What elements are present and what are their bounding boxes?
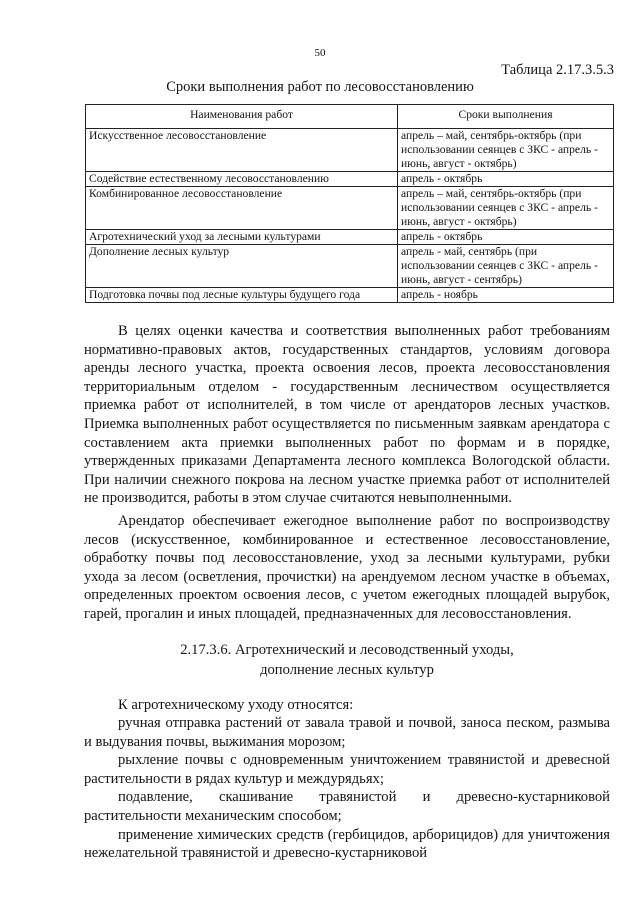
- work-name-cell: Искусственное лесовосстановление: [86, 129, 398, 172]
- table-label: Таблица 2.17.3.5.3: [501, 62, 614, 78]
- table-row: [86, 230, 614, 245]
- table-row: [86, 129, 614, 172]
- works-schedule-table: [85, 104, 614, 303]
- list-intro: К агротехническому уходу относятся:: [118, 696, 354, 713]
- paragraph-lessee-obligations: Арендатор обеспечивает ежегодное выполнение работ по воспроизводству лесов (искусственное, комбинированное и естественное лесовосстановление, обработку почвы под лесовосстановление, уход за лесными культурами, рубки ухода за лесом (осветления, прочистки) на арендуемом лесном участке в объемах, определенных проектом освоения лесов, с учетом ежегодных площадей вырубок, гарей, прогалин и иных площадей, предназначенных для лесовосстановления.: [84, 512, 610, 622]
- list-item: ручная отправка растений от завала травой и почвой, заноса песком, размыва и выдувания почвы, выжимания морозом;: [84, 715, 610, 750]
- work-term-cell: апрель – май, сентябрь-октябрь (при использовании сеянцев с ЗКС - апрель - июнь, август - октябрь): [398, 129, 614, 172]
- work-term-cell: апрель - ноябрь: [398, 288, 614, 303]
- table-row: [86, 187, 614, 230]
- column-header-work-name: Наименования работ: [86, 105, 398, 129]
- list-item: подавление, скашивание травянистой и древесно-кустарниковой растительности механическим способом;: [84, 789, 610, 825]
- table-row: [86, 245, 614, 288]
- work-name-cell: Агротехнический уход за лесными культурами: [86, 230, 398, 245]
- work-name-cell: Содействие естественному лесовосстановлению: [86, 172, 398, 187]
- table-row: [86, 288, 614, 303]
- table-title: Сроки выполнения работ по лесовосстановлению: [166, 79, 474, 95]
- work-name-cell: Подготовка почвы под лесные культуры будущего года: [86, 288, 398, 303]
- section-heading-line-1: 2.17.3.6. Агротехнический и лесоводственный уходы,: [180, 641, 514, 658]
- work-term-cell: апрель - октябрь: [398, 230, 614, 245]
- section-heading-line-2: дополнение лесных культур: [260, 661, 434, 678]
- work-term-cell: апрель - октябрь: [398, 172, 614, 187]
- table-row: [86, 172, 614, 187]
- paragraph-acceptance: В целях оценки качества и соответствия выполненных работ требованиям нормативно-правовых актов, государственных стандартов, условиям договора аренды лесного участка, проекта освоения лесов, проекта лесовосстановления территориальным отделом - государственным лесничеством осуществляется приемка работ от исполнителей, в том числе от арендаторов лесных участков. Приемка выполненных работ осуществляется по письменным заявкам арендатора с составлением акта приемки выполненных работ по формам и в порядке, утвержденных приказами Департамента лесного комплекса Вологодской области. При наличии снежного покрова на лесном участке приемка работ от исполнителей не производится, работы в этом случае считаются невыполненными.: [84, 323, 610, 507]
- work-term-cell: апрель – май, сентябрь-октябрь (при использовании сеянцев с ЗКС - апрель - июнь, август - октябрь): [398, 187, 614, 230]
- table-header-row: [86, 105, 614, 129]
- body-text: [84, 322, 610, 863]
- work-term-cell: апрель - май, сентябрь (при использовании сеянцев с ЗКС - апрель - июнь, август - сентябрь): [398, 245, 614, 288]
- column-header-terms: Сроки выполнения: [398, 105, 614, 129]
- page-number: 50: [314, 47, 326, 59]
- section-heading: [84, 640, 610, 680]
- list-item: применение химических средств (гербицидов, арборицидов) для уничтожения нежелательной травянистой и древесно-кустарниковой: [84, 826, 610, 862]
- list-item: рыхление почвы с одновременным уничтожением травянистой и древесной растительности в рядах культур и междурядьях;: [84, 752, 610, 787]
- work-name-cell: Комбинированное лесовосстановление: [86, 187, 398, 230]
- work-name-cell: Дополнение лесных культур: [86, 245, 398, 288]
